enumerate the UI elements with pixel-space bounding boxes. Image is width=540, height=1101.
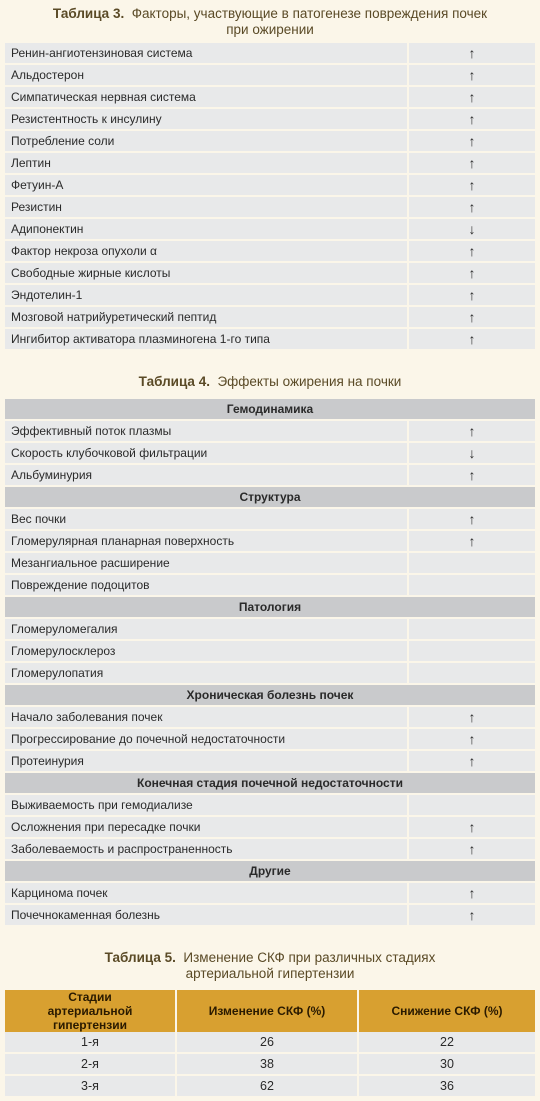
change-arrow: ↑ xyxy=(407,421,535,443)
change-arrow: ↑ xyxy=(407,531,535,553)
factor-name: Фетуин-А xyxy=(5,175,407,197)
table3-row xyxy=(5,241,535,263)
table4 xyxy=(5,399,535,927)
change-arrow: ↑ xyxy=(407,509,535,531)
table4-section-row xyxy=(5,685,535,707)
change-arrow: ↑ xyxy=(407,153,535,175)
table5-header-decrease: Снижение СКФ (%) xyxy=(359,990,535,1032)
effect-name: Гломерулосклероз xyxy=(5,641,407,663)
effect-name: Выживаемость при гемодиализе xyxy=(5,795,407,817)
table4-caption-text: Эффекты ожирения на почки xyxy=(217,374,402,389)
effect-name: Протеинурия xyxy=(5,751,407,773)
change-arrow: ↑ xyxy=(407,883,535,905)
factor-name: Мозговой натрийуретический пептид xyxy=(5,307,407,329)
stage-cell: 3-я xyxy=(5,1076,177,1098)
table3-row xyxy=(5,131,535,153)
table4-row xyxy=(5,443,535,465)
table4-row xyxy=(5,465,535,487)
gfr-decrease-cell: 36 xyxy=(359,1076,535,1098)
effect-name: Начало заболевания почек xyxy=(5,707,407,729)
change-arrow: ↑ xyxy=(407,109,535,131)
table4-section-row xyxy=(5,487,535,509)
effect-name: Заболеваемость и распространенность xyxy=(5,839,407,861)
table4-section-row xyxy=(5,773,535,795)
effect-name: Мезангиальное расширение xyxy=(5,553,407,575)
change-arrow: ↑ xyxy=(407,263,535,285)
factor-name: Потребление соли xyxy=(5,131,407,153)
table4-row xyxy=(5,553,535,575)
factor-name: Ренин-ангиотензиновая система xyxy=(5,43,407,65)
effect-name: Гломеруломегалия xyxy=(5,619,407,641)
effect-name: Карцинома почек xyxy=(5,883,407,905)
change-arrow: ↑ xyxy=(407,729,535,751)
section-title: Патология xyxy=(5,597,535,619)
table4-caption-label: Таблица 4. xyxy=(138,374,210,389)
table4-row xyxy=(5,905,535,927)
table5 xyxy=(5,990,535,1098)
change-arrow: ↑ xyxy=(407,329,535,351)
section-title: Структура xyxy=(5,487,535,509)
change-arrow xyxy=(407,663,535,685)
table4-row xyxy=(5,531,535,553)
table4-row xyxy=(5,641,535,663)
section-title: Другие xyxy=(5,861,535,883)
change-arrow: ↑ xyxy=(407,175,535,197)
table5-caption-text2: артериальной гипертензии xyxy=(185,966,355,981)
table3-row xyxy=(5,197,535,219)
change-arrow: ↑ xyxy=(407,131,535,153)
gfr-decrease-cell: 22 xyxy=(359,1032,535,1054)
table3-row xyxy=(5,329,535,351)
gfr-change-cell: 62 xyxy=(177,1076,359,1098)
table4-row xyxy=(5,839,535,861)
effect-name: Гломерулярная планарная поверхность xyxy=(5,531,407,553)
change-arrow: ↓ xyxy=(407,443,535,465)
table3-caption xyxy=(0,6,540,38)
table4-row xyxy=(5,751,535,773)
change-arrow: ↑ xyxy=(407,905,535,927)
factor-name: Свободные жирные кислоты xyxy=(5,263,407,285)
section-title: Гемодинамика xyxy=(5,399,535,421)
table3-row xyxy=(5,65,535,87)
change-arrow: ↑ xyxy=(407,241,535,263)
table3-row xyxy=(5,285,535,307)
change-arrow xyxy=(407,641,535,663)
table5-header-stage: Стадии артериальной гипертензии xyxy=(5,990,177,1032)
table4-row xyxy=(5,575,535,597)
change-arrow: ↑ xyxy=(407,65,535,87)
table4-section-row xyxy=(5,399,535,421)
table3 xyxy=(5,43,535,351)
effect-name: Альбуминурия xyxy=(5,465,407,487)
table5-row xyxy=(5,1076,535,1098)
table3-row xyxy=(5,307,535,329)
table4-row xyxy=(5,421,535,443)
table4-row xyxy=(5,663,535,685)
table5-row xyxy=(5,1032,535,1054)
table4-row xyxy=(5,729,535,751)
table3-row xyxy=(5,87,535,109)
effect-name: Почечнокаменная болезнь xyxy=(5,905,407,927)
effect-name: Скорость клубочковой фильтрации xyxy=(5,443,407,465)
gfr-change-cell: 26 xyxy=(177,1032,359,1054)
table4-section-row xyxy=(5,597,535,619)
factor-name: Эндотелин-1 xyxy=(5,285,407,307)
table3-caption-text: Факторы, участвующие в патогенезе повреждения почек xyxy=(131,6,488,21)
factor-name: Симпатическая нервная система xyxy=(5,87,407,109)
factor-name: Адипонектин xyxy=(5,219,407,241)
change-arrow: ↓ xyxy=(407,219,535,241)
factor-name: Ингибитор активатора плазминогена 1-го типа xyxy=(5,329,407,351)
table5-caption xyxy=(0,950,540,982)
change-arrow xyxy=(407,619,535,641)
table5-caption-label: Таблица 5. xyxy=(104,950,176,965)
table4-row xyxy=(5,509,535,531)
table3-row xyxy=(5,263,535,285)
factor-name: Альдостерон xyxy=(5,65,407,87)
table5-caption-text: Изменение СКФ при различных стадиях xyxy=(183,950,436,965)
change-arrow: ↑ xyxy=(407,707,535,729)
effect-name: Осложнения при пересадке почки xyxy=(5,817,407,839)
table3-row xyxy=(5,43,535,65)
stage-cell: 1-я xyxy=(5,1032,177,1054)
change-arrow: ↑ xyxy=(407,839,535,861)
effect-name: Гломерулопатия xyxy=(5,663,407,685)
gfr-change-cell: 38 xyxy=(177,1054,359,1076)
effect-name: Вес почки xyxy=(5,509,407,531)
factor-name: Резистентность к инсулину xyxy=(5,109,407,131)
table4-row xyxy=(5,883,535,905)
table4-section-row xyxy=(5,861,535,883)
effect-name: Повреждение подоцитов xyxy=(5,575,407,597)
change-arrow xyxy=(407,553,535,575)
factor-name: Фактор некроза опухоли α xyxy=(5,241,407,263)
table3-row xyxy=(5,175,535,197)
change-arrow xyxy=(407,795,535,817)
table4-row xyxy=(5,619,535,641)
table3-row xyxy=(5,219,535,241)
table4-caption xyxy=(0,374,540,390)
factor-name: Лептин xyxy=(5,153,407,175)
change-arrow: ↑ xyxy=(407,87,535,109)
effect-name: Прогрессирование до почечной недостаточности xyxy=(5,729,407,751)
change-arrow: ↑ xyxy=(407,43,535,65)
gfr-decrease-cell: 30 xyxy=(359,1054,535,1076)
change-arrow: ↑ xyxy=(407,751,535,773)
table3-row xyxy=(5,109,535,131)
table5-header-change: Изменение СКФ (%) xyxy=(177,990,359,1032)
table3-row xyxy=(5,153,535,175)
table4-row xyxy=(5,707,535,729)
table4-row xyxy=(5,795,535,817)
change-arrow: ↑ xyxy=(407,285,535,307)
section-title: Конечная стадия почечной недостаточности xyxy=(5,773,535,795)
effect-name: Эффективный поток плазмы xyxy=(5,421,407,443)
table3-caption-text2: при ожирении xyxy=(226,22,314,37)
change-arrow: ↑ xyxy=(407,197,535,219)
table3-caption-label: Таблица 3. xyxy=(52,6,125,21)
factor-name: Резистин xyxy=(5,197,407,219)
table5-row xyxy=(5,1054,535,1076)
table4-row xyxy=(5,817,535,839)
change-arrow: ↑ xyxy=(407,817,535,839)
section-title: Хроническая болезнь почек xyxy=(5,685,535,707)
change-arrow: ↑ xyxy=(407,307,535,329)
stage-cell: 2-я xyxy=(5,1054,177,1076)
change-arrow xyxy=(407,575,535,597)
change-arrow: ↑ xyxy=(407,465,535,487)
